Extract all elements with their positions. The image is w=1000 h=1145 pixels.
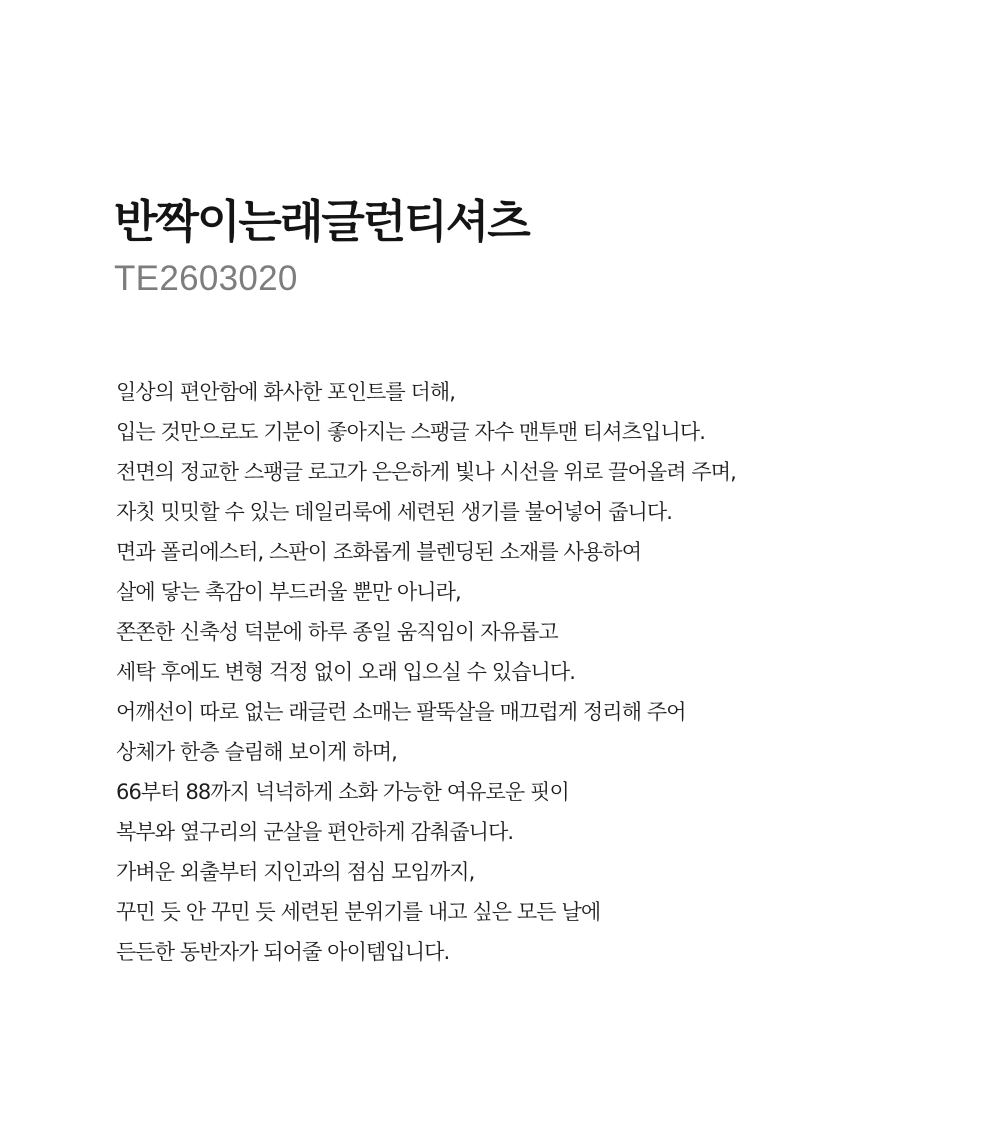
description-line: 면과 폴리에스터, 스판이 조화롭게 블렌딩된 소재를 사용하여 xyxy=(116,540,642,564)
description-line: 자칫 밋밋할 수 있는 데일리룩에 세련된 생기를 불어넣어 줍니다. xyxy=(116,500,673,524)
product-title: 반짝이는래글런티셔츠 xyxy=(114,195,529,248)
description-line: 전면의 정교한 스팽글 로고가 은은하게 빛나 시선을 위로 끌어올려 주며, xyxy=(116,460,736,484)
description-line: 어깨선이 따로 없는 래글런 소매는 팔뚝살을 매끄럽게 정리해 주어 xyxy=(116,700,686,724)
description-line: 든든한 동반자가 되어줄 아이템입니다. xyxy=(116,940,450,964)
description-line: 일상의 편안함에 화사한 포인트를 더해, xyxy=(116,380,456,404)
product-code: TE2603020 xyxy=(114,259,298,298)
product-description xyxy=(116,372,736,972)
description-line: 꾸민 듯 안 꾸민 듯 세련된 분위기를 내고 싶은 모든 날에 xyxy=(116,900,601,924)
description-line: 입는 것만으로도 기분이 좋아지는 스팽글 자수 맨투맨 티셔츠입니다. xyxy=(116,420,706,444)
product-header xyxy=(114,192,529,304)
description-line: 상체가 한층 슬림해 보이게 하며, xyxy=(116,740,397,764)
description-line: 살에 닿는 촉감이 부드러울 뿐만 아니라, xyxy=(116,580,461,604)
description-line: 세탁 후에도 변형 걱정 없이 오래 입으실 수 있습니다. xyxy=(116,660,576,684)
description-line: 가벼운 외출부터 지인과의 점심 모임까지, xyxy=(116,860,475,884)
description-line: 66부터 88까지 넉넉하게 소화 가능한 여유로운 핏이 xyxy=(116,780,569,804)
description-line: 복부와 옆구리의 군살을 편안하게 감춰줍니다. xyxy=(116,820,514,844)
description-line: 쫀쫀한 신축성 덕분에 하루 종일 움직임이 자유롭고 xyxy=(116,620,558,644)
